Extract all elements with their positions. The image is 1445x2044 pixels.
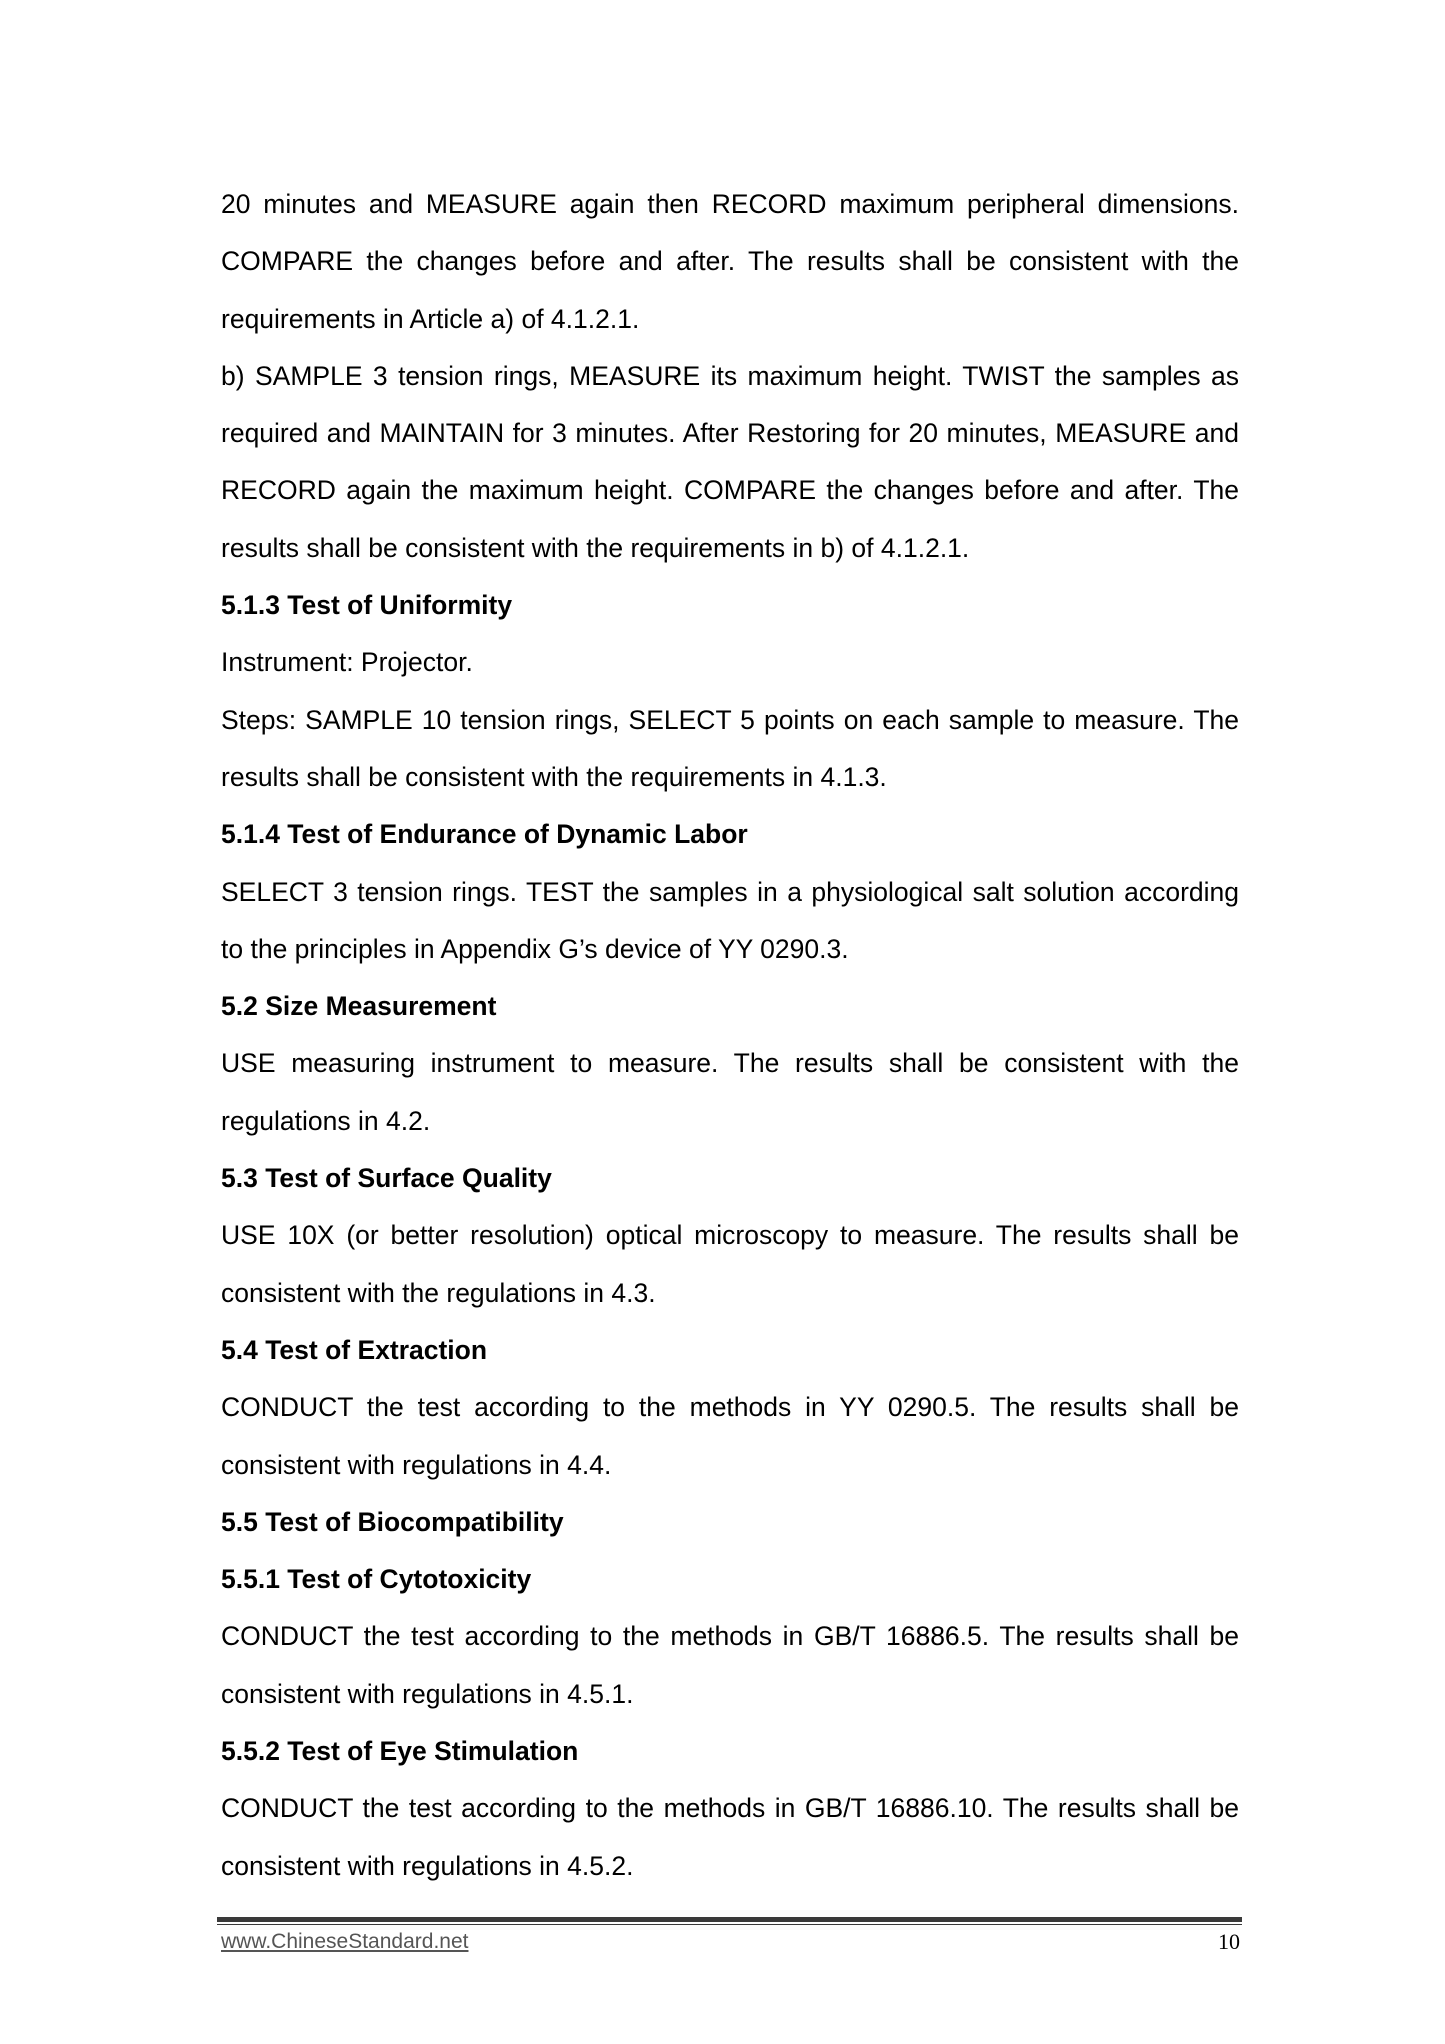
paragraph-line: regulations in 4.2. (221, 1105, 431, 1136)
paragraph-line: consistent with regulations in 4.5.2. (221, 1850, 634, 1881)
section-heading-5-3: 5.3 Test of Surface Quality (221, 1163, 552, 1194)
paragraph-line: USE 10X (or better resolution) optical microscopy to measure. The results shall be (221, 1220, 1239, 1251)
section-heading-5-1-4: 5.1.4 Test of Endurance of Dynamic Labor (221, 819, 748, 850)
paragraph-line: RECORD again the maximum height. COMPARE the changes before and after. The (221, 475, 1239, 506)
paragraph-line: results shall be consistent with the requirements in 4.1.3. (221, 761, 887, 792)
paragraph-line: CONDUCT the test according to the methods in YY 0290.5. The results shall be (221, 1392, 1239, 1423)
paragraph-line: USE measuring instrument to measure. The results shall be consistent with the (221, 1048, 1239, 1079)
section-heading-5-5: 5.5 Test of Biocompatibility (221, 1506, 564, 1537)
page-number: 10 (1218, 1929, 1240, 1954)
paragraph-line: COMPARE the changes before and after. The results shall be consistent with the (221, 246, 1239, 277)
paragraph-line: results shall be consistent with the requirements in b) of 4.1.2.1. (221, 532, 970, 563)
section-heading-5-2: 5.2 Size Measurement (221, 991, 497, 1022)
paragraph-line: 20 minutes and MEASURE again then RECORD maximum peripheral dimensions. (221, 189, 1239, 219)
paragraph-line: consistent with the regulations in 4.3. (221, 1277, 656, 1308)
document-body (221, 176, 1239, 1895)
paragraph-line: Steps: SAMPLE 10 tension rings, SELECT 5 points on each sample to measure. The (221, 704, 1239, 735)
paragraph-line: CONDUCT the test according to the methods in GB/T 16886.5. The results shall be (221, 1621, 1239, 1652)
section-heading-5-4: 5.4 Test of Extraction (221, 1334, 488, 1365)
footer-divider-thin (217, 1924, 1242, 1925)
paragraph-line: consistent with regulations in 4.4. (221, 1449, 612, 1480)
paragraph-line: consistent with regulations in 4.5.1. (221, 1678, 634, 1709)
section-heading-5-1-3: 5.1.3 Test of Uniformity (221, 590, 513, 621)
paragraph-line: required and MAINTAIN for 3 minutes. After Restoring for 20 minutes, MEASURE and (221, 418, 1239, 449)
paragraph-line: b) SAMPLE 3 tension rings, MEASURE its maximum height. TWIST the samples as (221, 360, 1239, 391)
paragraph-line: CONDUCT the test according to the methods in GB/T 16886.10. The results shall be (221, 1793, 1239, 1824)
paragraph-line: SELECT 3 tension rings. TEST the samples in a physiological salt solution according (221, 876, 1239, 907)
section-heading-5-5-2: 5.5.2 Test of Eye Stimulation (221, 1736, 579, 1767)
paragraph-line: Instrument: Projector. (221, 647, 473, 678)
footer-website-link[interactable]: www.ChineseStandard.net (221, 1930, 469, 1953)
paragraph-line: requirements in Article a) of 4.1.2.1. (221, 303, 640, 334)
section-heading-5-5-1: 5.5.1 Test of Cytotoxicity (221, 1564, 532, 1595)
footer-divider (217, 1917, 1242, 1922)
paragraph-line: to the principles in Appendix G’s device of YY 0290.3. (221, 933, 849, 964)
